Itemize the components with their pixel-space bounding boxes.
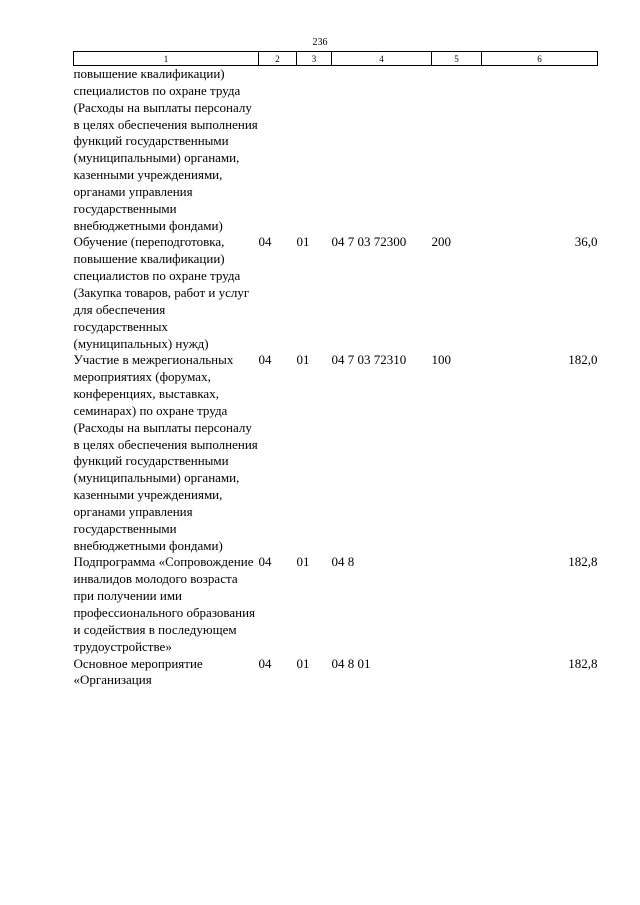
row-name: Подпрограмма «Сопровождение инвалидов молодого возраста при получении ими профессионального образования и содействия в последующем трудоустройстве» — [73, 554, 256, 654]
row-expense-type-code: 100 — [431, 352, 451, 368]
row-expense-type-code: 200 — [431, 234, 451, 250]
row-name: Участие в межрегиональных мероприятиях (форумах, конференциях, выставках, семинарах) по охране труда (Расходы на выплаты персоналу в целях обеспечения выполнения функций государственными (муниципальными) органами, казенными учреждениями, органами управления государственными внебюджетными фондами) — [73, 352, 258, 553]
row-target-article-code — [332, 66, 432, 235]
row-amount: 182,8 — [568, 554, 598, 570]
row-section-code: 04 — [258, 655, 272, 671]
row-section-code: 04 — [258, 352, 272, 368]
row-section-code: 04 — [258, 234, 272, 250]
table-row — [74, 554, 598, 655]
row-subsection-code: 01 — [296, 234, 310, 250]
row-amount — [482, 66, 598, 235]
column-header: 3 — [297, 52, 332, 66]
row-target-article-code: 04 8 01 — [331, 655, 371, 671]
table-row — [74, 656, 598, 690]
page-number: 236 — [312, 37, 328, 48]
row-subsection-code: 01 — [296, 352, 310, 368]
row-amount: 182,0 — [568, 352, 598, 368]
row-target-article-code: 04 7 03 72300 — [331, 234, 407, 250]
column-number-row — [74, 52, 598, 66]
column-header: 1 — [74, 52, 259, 66]
row-subsection-code: 01 — [296, 554, 310, 570]
row-name: Обучение (переподготовка, повышение квалификации) специалистов по охране труда (Закупка товаров, работ и услуг для обеспечения государственных (муниципальных) нужд) — [73, 234, 250, 351]
row-subsection-code: 01 — [296, 655, 310, 671]
row-section-code: 04 — [258, 554, 272, 570]
row-expense-type-code — [432, 656, 482, 690]
table-row — [74, 352, 598, 554]
row-section-code — [259, 66, 297, 235]
row-name: повышение квалификации) специалистов по охране труда (Расходы на выплаты персоналу в целях обеспечения выполнения функций государственными (муниципальными) органами, казенными учреждениями, органами управления государственными внебюджетными фондами) — [73, 66, 258, 233]
row-subsection-code — [297, 66, 332, 235]
row-expense-type-code — [432, 66, 482, 235]
row-target-article-code: 04 8 — [331, 554, 355, 570]
column-header: 2 — [259, 52, 297, 66]
row-amount: 36,0 — [574, 234, 598, 250]
budget-table — [73, 51, 598, 689]
column-header: 6 — [482, 52, 598, 66]
row-expense-type-code — [432, 554, 482, 655]
row-amount: 182,8 — [568, 655, 598, 671]
table-row — [74, 66, 598, 235]
row-name: Основное мероприятие «Организация — [73, 655, 203, 688]
row-target-article-code: 04 7 03 72310 — [331, 352, 407, 368]
column-header: 5 — [432, 52, 482, 66]
table-row — [74, 234, 598, 352]
column-header: 4 — [332, 52, 432, 66]
